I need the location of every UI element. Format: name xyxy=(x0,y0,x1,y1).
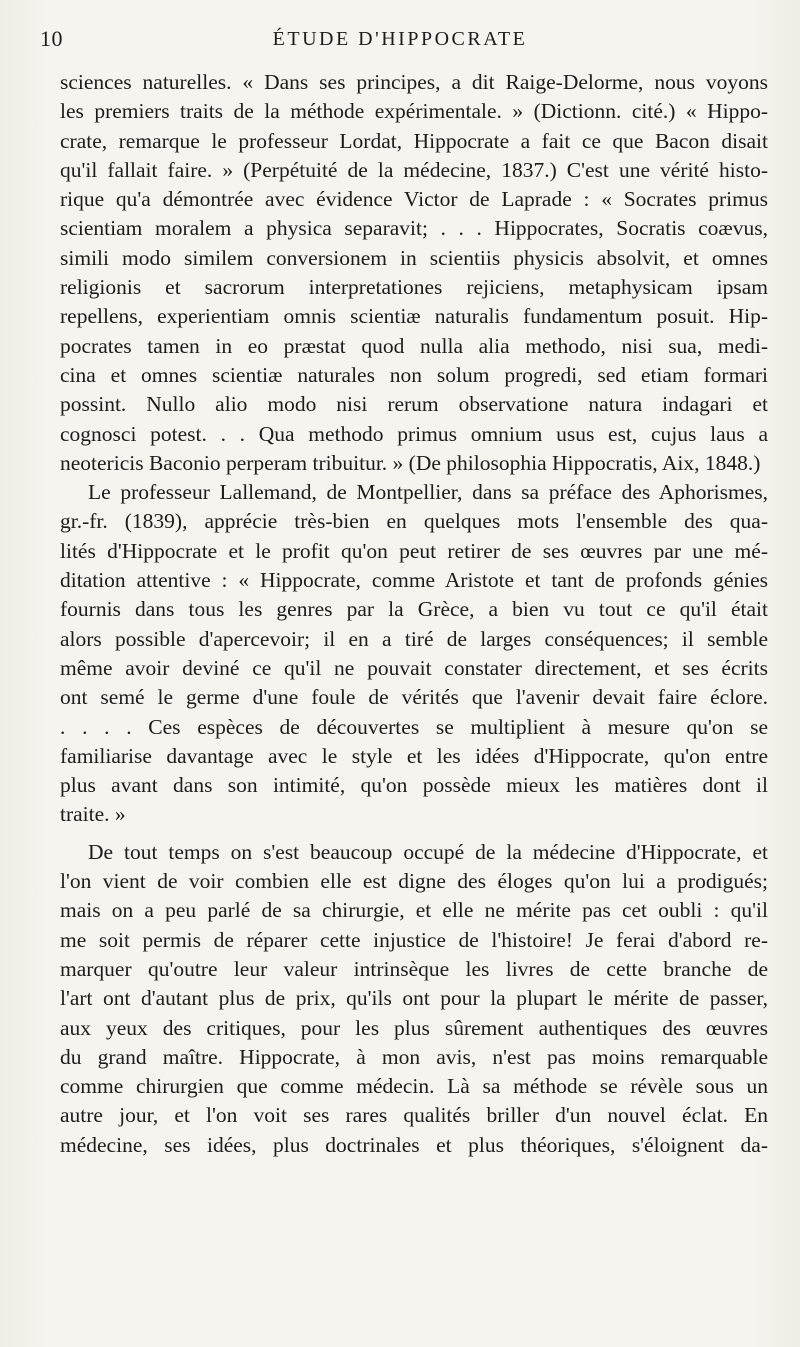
text-line: ont semé le germe d'une foule de vérités que l'avenir devait faire éclore. xyxy=(60,685,768,710)
text-line: pocrates tamen in eo præstat quod nulla alia methodo, nisi sua, medi- xyxy=(60,333,768,358)
text-line: même avoir deviné ce qu'il ne pouvait constater directement, et ses écrits xyxy=(60,655,768,680)
text-line: De tout temps on s'est beaucoup occupé de la médecine d'Hippocrate, et xyxy=(88,839,768,864)
page-header xyxy=(40,26,760,60)
text-line: repellens, experientiam omnis scientiæ naturalis fundamentum posuit. Hip- xyxy=(60,304,768,329)
text-line: me soit permis de réparer cette injustice de l'histoire! Je ferai d'abord re- xyxy=(60,927,768,952)
text-line: possint. Nullo alio modo nisi rerum observatione natura indagari et xyxy=(60,392,768,417)
text-line: alors possible d'apercevoir; il en a tiré de larges conséquences; il semble xyxy=(60,626,768,651)
text-line: les premiers traits de la méthode expérimentale. » (Dictionn. cité.) « Hippo- xyxy=(60,99,768,124)
text-line: rique qu'a démontrée avec évidence Victor de Laprade : « Socrates primus xyxy=(60,187,768,212)
text-line: l'on vient de voir combien elle est digne des éloges qu'on lui a prodigués; xyxy=(60,869,768,894)
page-body xyxy=(60,68,768,1160)
text-line: cina et omnes scientiæ naturales non solum progredi, sed etiam formari xyxy=(60,362,768,387)
text-line: plus avant dans son intimité, qu'on possède mieux les matières dont il xyxy=(60,773,768,798)
text-line: religionis et sacrorum interpretationes rejiciens, metaphysicam ipsam xyxy=(60,275,768,300)
text-line: Le professeur Lallemand, de Montpellier, dans sa préface des Aphorismes, xyxy=(88,480,768,505)
paragraph-2 xyxy=(60,478,768,830)
text-line: scientiam moralem a physica separavit; . . . Hippocrates, Socratis coævus, xyxy=(60,216,768,241)
text-line: mais on a peu parlé de sa chirurgie, et elle ne mérite pas cet oubli : qu'il xyxy=(60,898,768,923)
paragraph-3 xyxy=(60,838,768,1160)
text-line: familiarise davantage avec le style et les idées d'Hippocrate, qu'on entre xyxy=(60,743,768,768)
text-line: médecine, ses idées, plus doctrinales et plus théoriques, s'éloignent da- xyxy=(60,1132,768,1157)
text-line: cognosci potest. . . Qua methodo primus omnium usus est, cujus laus a xyxy=(60,421,768,446)
text-line: fournis dans tous les genres par la Grèce, a bien vu tout ce qu'il était xyxy=(60,597,768,622)
text-line: traite. » xyxy=(60,802,126,827)
text-line: simili modo similem conversionem in scientiis physicis absolvit, et omnes xyxy=(60,245,768,270)
text-line: ditation attentive : « Hippocrate, comme Aristote et tant de profonds génies xyxy=(60,568,768,593)
text-line: lités d'Hippocrate et le profit qu'on peut retirer de ses œuvres par une mé- xyxy=(60,538,768,563)
text-line: autre jour, et l'on voit ses rares qualités briller d'un nouvel éclat. En xyxy=(60,1103,768,1128)
paragraph-1 xyxy=(60,68,768,478)
text-line: neotericis Baconio perperam tribuitur. » (De philosophia Hippocratis, Aix, 1848.) xyxy=(60,450,761,475)
text-line: qu'il fallait faire. » (Perpétuité de la médecine, 1837.) C'est une vérité histo- xyxy=(60,157,768,182)
page-number: 10 xyxy=(40,26,63,51)
text-line: comme chirurgien que comme médecin. Là sa méthode se révèle sous un xyxy=(60,1074,768,1099)
text-line: sciences naturelles. « Dans ses principes, a dit Raige-Delorme, nous voyons xyxy=(60,70,768,94)
text-line: . . . . Ces espèces de découvertes se multiplient à mesure qu'on se xyxy=(60,714,768,739)
text-line: aux yeux des critiques, pour les plus sûrement authentiques des œuvres xyxy=(60,1015,768,1040)
running-title: ÉTUDE D'HIPPOCRATE xyxy=(272,28,528,50)
text-line: gr.-fr. (1839), apprécie très-bien en quelques mots l'ensemble des qua- xyxy=(60,509,768,534)
text-line: l'art ont d'autant plus de prix, qu'ils ont pour la plupart le mérite de passer, xyxy=(60,986,768,1011)
paragraph-spacer xyxy=(60,830,768,838)
text-line: crate, remarque le professeur Lordat, Hippocrate a fait ce que Bacon disait xyxy=(60,128,768,153)
text-line: du grand maître. Hippocrate, à mon avis, n'est pas moins remarquable xyxy=(60,1044,768,1069)
text-line: marquer qu'outre leur valeur intrinsèque les livres de cette branche de xyxy=(60,956,768,981)
